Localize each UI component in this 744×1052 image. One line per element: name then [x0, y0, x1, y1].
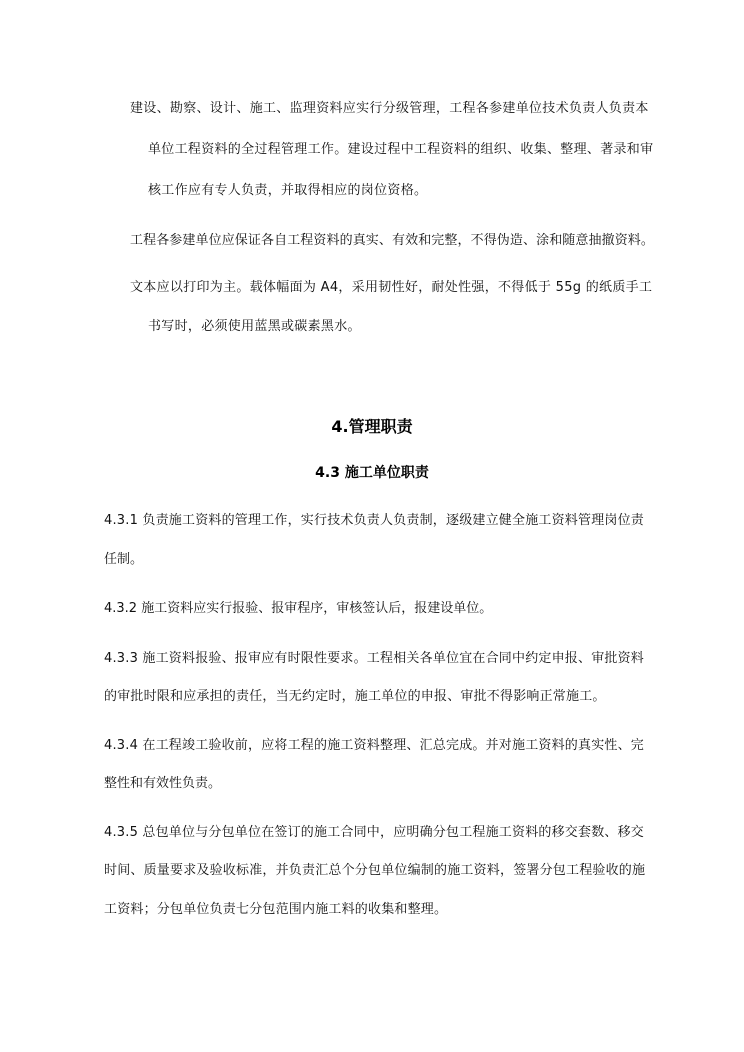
intro-para2-line1: 工程各参建单位应保证各自工程资料的真实、有效和完整，不得伪造、涂和随意抽撤资料。: [130, 233, 655, 248]
intro-para3-line1: 文本应以打印为主。载体幅面为 A4，采用韧性好，耐处性强，不得低于 55g 的纸质手工: [130, 280, 653, 295]
clause-4-3-5-line2: 时间、质量要求及验收标准，并负责汇总个分包单位编制的施工资料，签署分包工程验收的施: [104, 863, 646, 878]
clause-4-3-2-line1: 4.3.2 施工资料应实行报验、报审程序，审核签认后，报建设单位。: [104, 601, 493, 616]
clause-4-3-1-line1: 4.3.1 负责施工资料的管理工作，实行技术负责人负责制，逐级建立健全施工资料管理岗位责: [104, 513, 645, 528]
clause-4-3-5-line3: 工资料；分包单位负责七分包范围内施工料的收集和整理。: [104, 902, 448, 917]
clause-4-3-3-line2: 的审批时限和应承担的责任，当无约定时，施工单位的申报、审批不得影响正常施工。: [104, 689, 606, 704]
clause-4-3-3-line1: 4.3.3 施工资料报验、报审应有时限性要求。工程相关各单位宜在合同中约定申报、审批资料: [104, 651, 645, 666]
intro-para1-line2: 单位工程资料的全过程管理工作。建设过程中工程资料的组织、收集、整理、著录和审: [148, 142, 654, 157]
clause-4-3-5-line1: 4.3.5 总包单位与分包单位在签订的施工合同中，应明确分包工程施工资料的移交套数、移交: [104, 825, 645, 840]
clause-4-3-4-line1: 4.3.4 在工程竣工验收前，应将工程的施工资料整理、汇总完成。并对施工资料的真实性、完: [104, 738, 645, 753]
section-title: 4.管理职责: [331, 417, 413, 436]
intro-para1-line3: 核工作应有专人负责，并取得相应的岗位资格。: [148, 183, 428, 198]
intro-para3-line2: 书写时，必须使用蓝黑或碳素黑水。: [148, 319, 361, 334]
clause-4-3-1-line2: 任制。: [104, 552, 144, 567]
clause-4-3-4-line2: 整性和有效性负责。: [104, 776, 222, 791]
section-subtitle: 4.3 施工单位职责: [315, 465, 429, 481]
intro-para1-line1: 建设、勘察、设计、施工、监理资料应实行分级管理，工程各参建单位技术负责人负责本: [130, 101, 649, 116]
